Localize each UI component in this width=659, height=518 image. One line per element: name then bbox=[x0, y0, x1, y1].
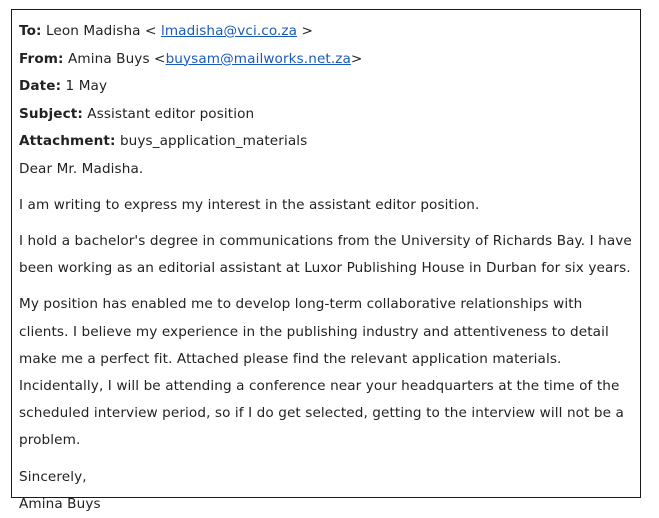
date-value: 1 May bbox=[65, 78, 108, 94]
subject-line bbox=[19, 101, 640, 129]
from-label: From: bbox=[19, 50, 64, 67]
from-suffix: > bbox=[350, 50, 363, 67]
signature: Amina Buys bbox=[19, 495, 101, 512]
subject-value: Assistant editor position bbox=[87, 105, 255, 122]
paragraph-education: I hold a bachelor's degree in communications from the University of Richards Bay. I have been working as an editorial assistant at Luxor Publishing House in Durban for six years. bbox=[19, 232, 632, 277]
to-suffix: > bbox=[301, 23, 314, 39]
attachment-line bbox=[19, 128, 640, 156]
from-name: Amina Buys < bbox=[67, 50, 166, 67]
from-line bbox=[19, 46, 640, 74]
from-email-link[interactable]: buysam@mailworks.net.za bbox=[165, 50, 351, 67]
date-label: Date: bbox=[19, 78, 62, 94]
spacer bbox=[19, 455, 640, 464]
to-name: Leon Madisha < bbox=[45, 23, 157, 39]
to-email-link[interactable]: lmadisha@vci.co.za bbox=[160, 23, 298, 39]
spacer bbox=[19, 282, 640, 291]
paragraph-intro: I am writing to express my interest in the assistant editor position. bbox=[19, 196, 480, 213]
attachment-label: Attachment: bbox=[19, 133, 116, 149]
subject-label: Subject: bbox=[19, 105, 83, 122]
to-label: To: bbox=[19, 23, 42, 39]
email-document bbox=[11, 9, 641, 512]
spacer bbox=[19, 183, 640, 192]
paragraph-experience: My position has enabled me to develop long-term collaborative relationships with clients. I believe my experience in the publishing industry and attentiveness to detail make me a perfect fit. Attached please find the relevant application materials. Incidentally, I will be attending a conference near your headquarters at the time of the scheduled interview period, so if I do get selected, getting to the interview will not be a problem. bbox=[19, 296, 624, 449]
spacer bbox=[19, 219, 640, 228]
date-line bbox=[19, 73, 640, 101]
greeting: Dear Mr. Madisha. bbox=[19, 160, 144, 177]
closing: Sincerely, bbox=[19, 468, 87, 485]
attachment-value: buys_application_materials bbox=[119, 133, 308, 149]
to-line bbox=[19, 18, 640, 46]
